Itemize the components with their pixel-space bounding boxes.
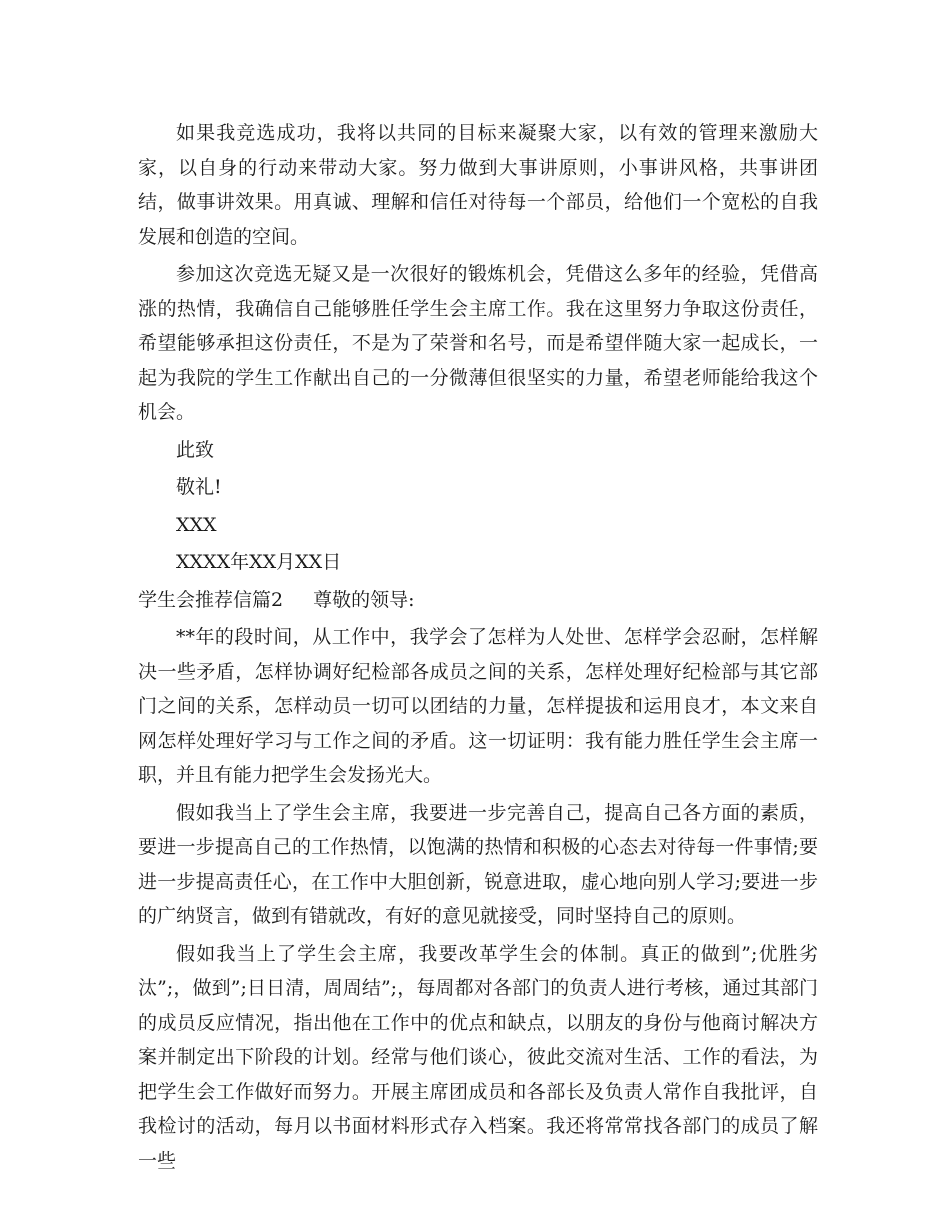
paragraph: 如果我竞选成功，我将以共同的目标来凝聚大家，以有效的管理来激励大家，以自身的行动来带动大家。努力做到大事讲原则，小事讲风格，共事讲团结，做事讲效果。用真诚、理解和信任对待每一个部员，给他们一个宽松的自我发展和创造的空间。: [138, 122, 818, 248]
paragraph: 假如我当上了学生会主席，我要进一步完善自己，提高自己各方面的素质，要进一步提高自己的工作热情，以饱满的热情和积极的心态去对待每一件事情;要进一步提高责任心，在工作中大胆创新，锐意进取，虚心地向别人学习;要进一步的广纳贤言，做到有错就改，有好的意见就接受，同时坚持自己的原则。: [138, 801, 818, 927]
section-heading: [138, 583, 818, 618]
paragraph: **年的段时间，从工作中，我学会了怎样为人处世、怎样学会忍耐，怎样解决一些矛盾，怎样协调好纪检部各成员之间的关系，怎样处理好纪检部与其它部门之间的关系，怎样动员一切可以团结的力量，怎样提拔和运用良才，本文来自网怎样处理好学习与工作之间的矛盾。这一切证明：我有能力胜任学生会主席一职，并且有能力把学生会发扬光大。: [138, 626, 818, 786]
signature-name: XXX: [176, 513, 217, 536]
salutation: 尊敬的领导:: [313, 588, 415, 611]
paragraph: 假如我当上了学生会主席，我要改革学生会的体制。真正的做到”;优胜劣汰”;，做到”;日日清，周周结”;，每周都对各部门的负责人进行考核，通过其部门的成员反应情况，指出他在工作中的优点和缺点，以朋友的身份与他商讨解决方案并制定出下阶段的计划。经常与他们谈心，彼此交流对生活、工作的看法，为把学生会工作做好而努力。开展主席团成员和各部长及负责人常作自我批评，自我检讨的活动，每月以书面材料形式存入档案。我还将常常找各部门的成员了解一些: [138, 942, 818, 1172]
paragraph: 参加这次竞选无疑又是一次很好的锻炼机会，凭借这么多年的经验，凭借高涨的热情，我确信自己能够胜任学生会主席工作。我在这里努力争取这份责任，希望能够承担这份责任，不是为了荣誉和名号，而是希望伴随大家一起成长，一起为我院的学生工作献出自己的一分微薄但很坚实的力量，希望老师能给我这个机会。: [138, 263, 818, 423]
signature-date: XXXX年XX月XX日: [176, 551, 342, 573]
closing-line-2: 敬礼!: [176, 476, 222, 498]
section-title: 学生会推荐信篇2: [138, 588, 284, 611]
document-body: [138, 116, 818, 1181]
closing-line-1: 此致: [176, 438, 215, 461]
